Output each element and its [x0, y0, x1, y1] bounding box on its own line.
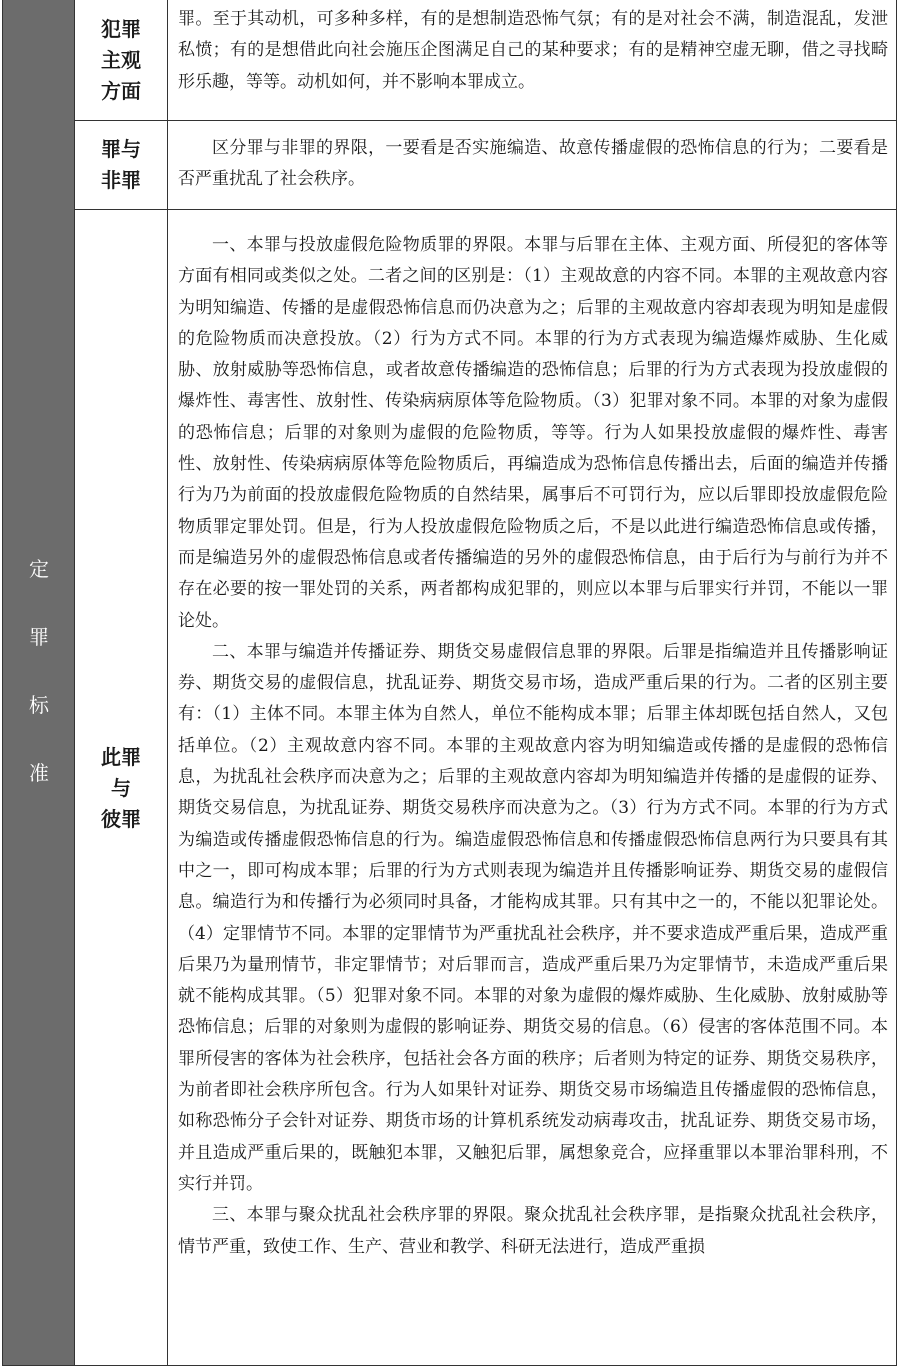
row-content — [178, 133, 888, 196]
row-subjective-aspect — [75, 0, 896, 121]
row-content — [178, 230, 888, 1263]
row-label — [75, 210, 168, 1366]
row-label-line: 此罪 — [101, 744, 141, 769]
row-label — [75, 121, 168, 209]
row-label-line: 与 — [111, 775, 131, 800]
row-content — [178, 4, 888, 98]
paragraph: 罪。至于其动机，可多种多样，有的是想制造恐怖气氛；有的是对社会不满，制造混乱，发泄私愤；有的是想借此向社会施压企图满足自己的某种要求；有的是精神空虚无聊，借之寻找畸形乐趣，等等。动机如何，并不影响本罪成立。 — [178, 9, 888, 92]
row-this-vs-other-crime — [75, 210, 896, 1366]
row-label-line: 彼罪 — [101, 806, 141, 831]
row-label-line: 非罪 — [101, 168, 141, 192]
paragraph: 区分罪与非罪的界限，一要看是否实施编造、故意传播虚假的恐怖信息的行为；二要看是否严重扰乱了社会秩序。 — [178, 138, 888, 190]
row-label-line: 主观 — [101, 47, 141, 72]
paragraph: 二、本罪与编造并传播证券、期货交易虚假信息罪的界限。后罪是指编造并且传播影响证券、期货交易的虚假信息，扰乱证券、期货交易市场，造成严重后果的行为。二者的区别主要有：（1）主体不同。本罪主体为自然人，单位不能构成本罪；后罪主体却既包括自然人，又包括单位。（2）主观故意内容不同。本罪的主观故意内容为明知编造或传播的是虚假的恐怖信息，为扰乱社会秩序而决意为之；后罪的主观故意内容却为明知编造并传播的是虚假的证券、期货交易信息，为扰乱证券、期货交易秩序而决意为之。（3）行为方式不同。本罪的行为方式为编造或传播虚假恐怖信息的行为。编造虚假恐怖信息和传播虚假恐怖信息两行为只要具有其中之一，即可构成本罪；后罪的行为方式则表现为编造并且传播影响证券、期货交易的虚假信息。编造行为和传播行为必须同时具备，才能构成其罪。只有其中之一的，不能以犯罪论处。（4）定罪情节不同。本罪的定罪情节为严重扰乱社会秩序，并不要求造成严重后果，造成严重后果乃为量刑情节，非定罪情节；对后罪而言，造成严重后果乃为定罪情节，未造成严重后果就不能构成其罪。（5）犯罪对象不同。本罪的对象为虚假的爆炸威胁、生化威胁、放射威胁等恐怖信息；后罪的对象则为虚假的影响证券、期货交易的信息。（6）侵害的客体范围不同。本罪所侵害的客体为社会秩序，包括社会各方面的秩序；后者则为特定的证券、期货交易秩序，为前者即社会秩序所包含。行为人如果针对证券、期货交易市场编造且传播虚假的恐怖信息，如称恐怖分子会针对证券、期货市场的计算机系统发动病毒攻击，扰乱证券、期货交易市场，并且造成严重后果的，既触犯本罪，又触犯后罪，属想象竞合，应择重罪以本罪治罪科刑，不实行并罚。 — [178, 641, 888, 1194]
side-header-char: 定 — [29, 557, 49, 581]
criminal-standards-table — [2, 0, 897, 1366]
row-label-line: 方面 — [101, 78, 141, 103]
side-header-text — [3, 535, 75, 807]
side-header-char: 罪 — [29, 625, 49, 649]
side-header-char: 标 — [29, 693, 49, 717]
row-crime-or-not — [75, 121, 896, 210]
side-header-column — [3, 0, 75, 1365]
row-label — [75, 0, 168, 120]
row-label-line: 犯罪 — [101, 16, 141, 41]
paragraph: 三、本罪与聚众扰乱社会秩序罪的界限。聚众扰乱社会秩序罪，是指聚众扰乱社会秩序，情节严重，致使工作、生产、营业和教学、科研无法进行，造成严重损 — [178, 1205, 888, 1257]
row-label-line: 罪与 — [101, 137, 141, 161]
side-header-char: 准 — [29, 761, 49, 785]
paragraph: 一、本罪与投放虚假危险物质罪的界限。本罪与后罪在主体、主观方面、所侵犯的客体等方面有相同或类似之处。二者之间的区别是：（1）主观故意的内容不同。本罪的主观故意内容为明知编造、传播的是虚假恐怖信息而仍决意为之；后罪的主观故意内容却表现为明知是虚假的危险物质而决意投放。（2）行为方式不同。本罪的行为方式表现为编造爆炸威胁、生化威胁、放射威胁等恐怖信息，或者故意传播编造的恐怖信息；后罪的行为方式表现为投放虚假的爆炸性、毒害性、放射性、传染病病原体等危险物质。（3）犯罪对象不同。本罪的对象为虚假的恐怖信息；后罪的对象则为虚假的危险物质，等等。行为人如果投放虚假的爆炸性、毒害性、放射性、传染病病原体等危险物质后，再编造成为恐怖信息传播出去，后面的编造并传播行为乃为前面的投放虚假危险物质的自然结果，属事后不可罚行为，应以后罪即投放虚假危险物质罪定罪处罚。但是，行为人投放虚假危险物质之后，不是以此进行编造恐怖信息或传播，而是编造另外的虚假恐怖信息或者传播编造的另外的虚假恐怖信息，由于后行为与前行为并不存在必要的按一罪处罚的关系，两者都构成犯罪的，则应以本罪与后罪实行并罚，不能以一罪论处。 — [178, 235, 888, 631]
